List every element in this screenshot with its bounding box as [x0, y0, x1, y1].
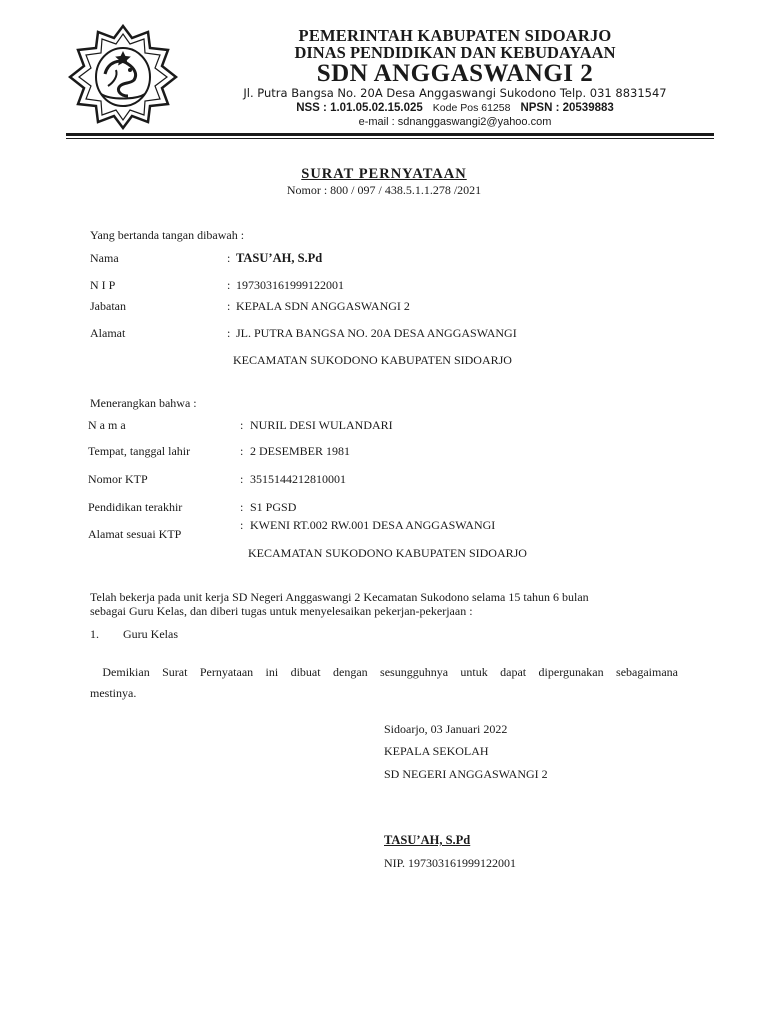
subject-value-alamat: KWENI RT.002 RW.001 DESA ANGGASWANGI: [250, 518, 496, 532]
letterhead-email: e-mail : sdnanggaswangi2@yahoo.com: [358, 116, 552, 128]
statement-line1: Telah bekerja pada unit kerja SD Negeri Anggaswangi 2 Kecamatan Sukodono selama 15 tahun 6 bulan: [90, 590, 589, 604]
letterhead-school-name: SDN ANGGASWANGI 2: [316, 60, 594, 87]
colon: :: [227, 251, 231, 265]
letterhead-department: DINAS PENDIDIKAN DAN KEBUDAYAAN: [294, 43, 616, 62]
letterhead-divider-thick: [66, 133, 714, 136]
signer-label-jabatan: Jabatan: [90, 299, 126, 313]
colon: :: [240, 444, 244, 458]
subject-label-alamat: Alamat sesuai KTP: [88, 527, 182, 541]
closing-paragraph: [90, 662, 678, 704]
signer-intro: Yang bertanda tangan dibawah :: [90, 228, 245, 242]
subject-value-nama: NURIL DESI WULANDARI: [250, 418, 393, 432]
letterhead-postal-code: Kode Pos 61258: [432, 102, 511, 114]
subject-label-nama: N a m a: [88, 418, 126, 432]
colon: :: [227, 299, 231, 313]
colon: :: [240, 518, 244, 532]
subject-label-ttl: Tempat, tanggal lahir: [88, 444, 191, 458]
letterhead-codes: [190, 102, 720, 114]
subject-value-ktp: 3515144212810001: [250, 472, 346, 486]
letterhead-government: PEMERINTAH KABUPATEN SIDOARJO: [298, 26, 612, 45]
task-number: 1.: [90, 627, 99, 641]
colon: :: [240, 418, 244, 432]
signature-institution: SD NEGERI ANGGASWANGI 2: [384, 767, 548, 781]
signer-value-jabatan: KEPALA SDN ANGGASWANGI 2: [236, 299, 410, 313]
signature-nip: NIP. 197303161999122001: [384, 856, 517, 870]
signer-label-nip: N I P: [90, 278, 116, 292]
signer-value-nip: 197303161999122001: [236, 278, 344, 292]
colon: :: [227, 326, 231, 340]
task-text: Guru Kelas: [123, 627, 178, 641]
letterhead-divider-thin: [66, 138, 714, 139]
letterhead-nss: NSS : 1.01.05.02.15.025: [296, 102, 423, 114]
subject-value-pendidikan: S1 PGSD: [250, 500, 297, 514]
district-emblem-logo: [68, 24, 178, 130]
closing-line1: Demikian Surat Pernyataan ini dibuat dengan sesungguhnya untuk dapat dipergunakan sebagaimana: [90, 665, 678, 679]
signer-label-alamat: Alamat: [90, 326, 126, 340]
subject-label-ktp: Nomor KTP: [88, 472, 148, 486]
statement-line2: sebagai Guru Kelas, dan diberi tugas untuk menyelesaikan pekerjan-pekerjaan :: [90, 604, 473, 618]
closing-line2: mestinya.: [90, 686, 137, 700]
document-number: Nomor : 800 / 097 / 438.5.1.1.278 /2021: [286, 183, 482, 197]
subject-value-ttl: 2 DESEMBER 1981: [250, 444, 351, 458]
colon: :: [240, 472, 244, 486]
signer-value-nama: TASU’AH, S.Pd: [236, 251, 323, 265]
signer-value-alamat-line2: KECAMATAN SUKODONO KABUPATEN SIDOARJO: [233, 353, 512, 367]
subject-intro: Menerangkan bahwa :: [90, 396, 197, 410]
document-title: SURAT PERNYATAAN: [301, 166, 467, 182]
statement-paragraph: [90, 590, 678, 618]
letterhead-address: Jl. Putra Bangsa No. 20A Desa Anggaswangi Sukodono Telp. 031 8831547: [243, 86, 667, 100]
subject-value-alamat-line2: KECAMATAN SUKODONO KABUPATEN SIDOARJO: [248, 546, 527, 560]
signer-label-nama: Nama: [90, 251, 119, 265]
signature-position: KEPALA SEKOLAH: [384, 744, 489, 758]
letterhead-npsn: NPSN : 20539883: [520, 102, 614, 114]
signature-name: TASU’AH, S.Pd: [384, 833, 471, 847]
colon: :: [240, 500, 244, 514]
colon: :: [227, 278, 231, 292]
signature-place-date: Sidoarjo, 03 Januari 2022: [384, 722, 508, 736]
subject-label-pendidikan: Pendidikan terakhir: [88, 500, 183, 514]
signer-value-alamat: JL. PUTRA BANGSA NO. 20A DESA ANGGASWANGI: [236, 326, 517, 340]
